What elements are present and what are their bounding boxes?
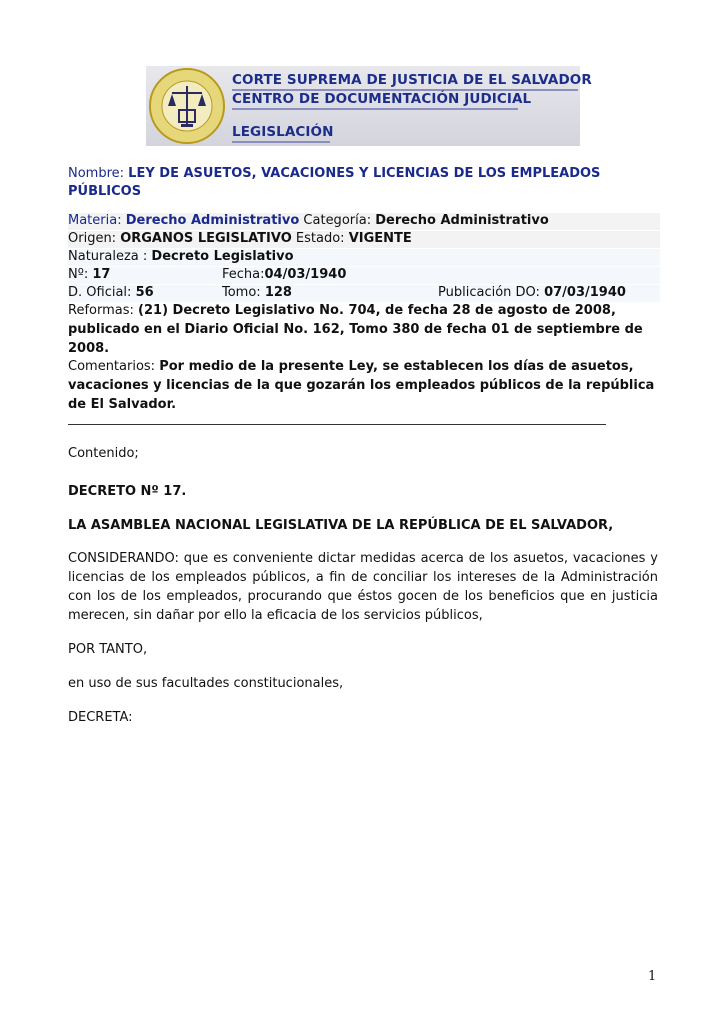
publicacion-field: Publicación DO: 07/03/1940: [438, 285, 626, 300]
header-underline: [232, 108, 518, 110]
asamblea-heading: LA ASAMBLEA NACIONAL LEGISLATIVA DE LA REPÚBLICA DE EL SALVADOR,: [68, 518, 614, 533]
doficial-row: D. Oficial: 56: [68, 285, 154, 300]
header-underline: [232, 141, 330, 143]
separator-rule: [68, 424, 606, 425]
por-tanto-text: POR TANTO,: [68, 642, 148, 657]
reformas-row-cont: publicado en el Diario Oficial No. 162, Tomo 380 de fecha 01 de septiembre de: [68, 322, 643, 337]
reformas-row: Reformas: (21) Decreto Legislativo No. 704, de fecha 28 de agosto de 2008,: [68, 303, 616, 318]
page-number: 1: [648, 969, 657, 984]
reformas-row-cont: 2008.: [68, 341, 110, 356]
header-court-name: CORTE SUPREMA DE JUSTICIA DE EL SALVADOR: [232, 72, 592, 88]
tomo-field: Tomo: 128: [222, 285, 292, 300]
header-section: LEGISLACIÓN: [232, 124, 334, 140]
comentarios-row-cont: vacaciones y licencias de la que gozarán los empleados públicos de la república: [68, 378, 655, 393]
en-uso-text: en uso de sus facultades constitucionales,: [68, 676, 344, 691]
considerando-paragraph: CONSIDERANDO: que es conveniente dictar medidas acerca de los asuetos, vacaciones y licencias de los empleados públicos, a fin de conciliar los intereses de la Administración con los de los empleados, procurando que éstos gocen de los beneficios que en justicia merecen, sin dañar por ello la eficacia de los servicios públicos,: [68, 551, 658, 623]
origen-row: Origen: ORGANOS LEGISLATIVO Estado: VIGENTE: [68, 231, 412, 246]
header-center-name: CENTRO DE DOCUMENTACIÓN JUDICIAL: [232, 91, 532, 107]
court-seal-icon: [148, 66, 226, 146]
materia-row: Materia: Derecho Administrativo Categoría: Derecho Administrativo: [68, 213, 549, 228]
fecha-field: Fecha:04/03/1940: [222, 267, 347, 282]
comentarios-row: Comentarios: Por medio de la presente Ley, se establecen los días de asuetos,: [68, 359, 634, 374]
nombre-row: Nombre: LEY DE ASUETOS, VACACIONES Y LICENCIAS DE LOS EMPLEADOS: [68, 166, 601, 181]
numero-row: Nº: 17: [68, 267, 111, 282]
decreta-text: DECRETA:: [68, 710, 133, 725]
decreto-heading: DECRETO Nº 17.: [68, 484, 187, 499]
numero-shade: [68, 267, 660, 284]
naturaleza-row: Naturaleza : Decreto Legislativo: [68, 249, 294, 264]
contenido-label: Contenido;: [68, 446, 139, 461]
nombre-row-cont: PÚBLICOS: [68, 184, 142, 199]
comentarios-row-cont: de El Salvador.: [68, 397, 177, 412]
